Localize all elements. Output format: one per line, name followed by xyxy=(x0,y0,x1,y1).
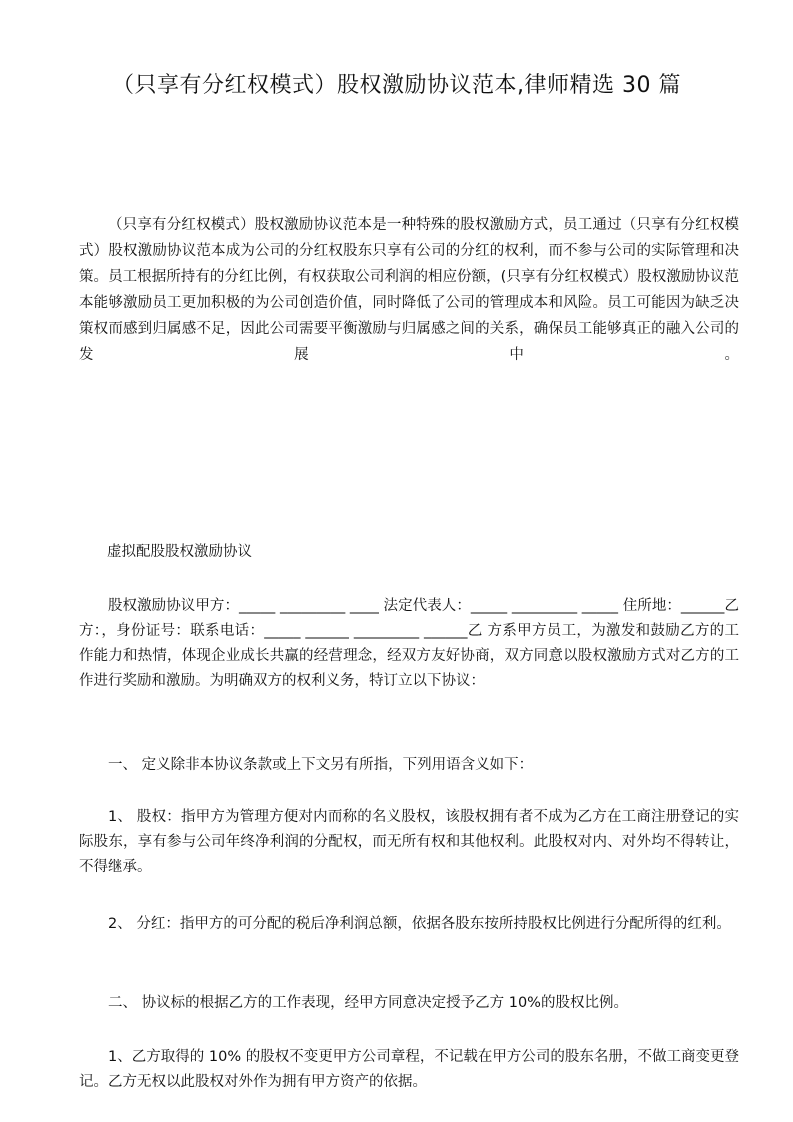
section-1-item-1: 1、 股权：指甲方为管理方便对内而称的名义股权，该股权拥有者不成为乙方在工商注册登记的实际股东，享有参与公司年终净利润的分配权，而无所有权和其他权利。此股权对内、对外均不得转让，不得继承。 xyxy=(79,809,739,875)
section-1-item-2: 2、 分红：指甲方的可分配的税后净利润总额，依据各股东按所持股权比例进行分配所得的红利。 xyxy=(108,916,731,932)
parties-paragraph: 股权激励协议甲方：_____ _________ ____ 法定代表人：_____ _________ _____ 住所地：______乙 方：，身份证号：联系电话：_____ ______ _________ ______乙 方系甲方员工，为激发和鼓励乙方的工作能力和热情，体现企业成长共赢的经营理念，经双方友好协商，双方同意以股权激励方式对乙方的工作进行奖励和激励。为明确双方的权利义务，特订立以下协议： xyxy=(79,598,739,689)
document-title: （只享有分红权模式）股权激励协议范本,律师精选 30 篇 xyxy=(112,73,681,98)
agreement-heading: 虚拟配股股权激励协议 xyxy=(107,544,252,560)
section-1-heading: 一、 定义除非本协议条款或上下文另有所指，下列用语含义如下： xyxy=(108,757,534,773)
section-2-heading: 二、 协议标的根据乙方的工作表现，经甲方同意决定授予乙方 10%的股权比例。 xyxy=(108,995,628,1011)
intro-paragraph: （只享有分红权模式）股权激励协议范本是一种特殊的股权激励方式，员工通过（只享有分红权模式）股权激励协议范本成为公司的分红权股东只享有公司的分红的权利，而不参与公司的实际管理和决策。员工根据所持有的分红比例，有权获取公司利润的相应份额，(只享有分红权模式）股权激励协议范本能够激励员工更加积极的为公司创造价值，同时降低了公司的管理成本和风险。员工可能因为缺乏决策权而感到归属感不足，因此公司需要平衡激励与归属感之间的关系，确保员工能够真正的融入公司的发展中。 xyxy=(79,217,739,363)
section-2-item-1: 1、乙方取得的 10% 的股权不变更甲方公司章程，不记载在甲方公司的股东名册，不做工商变更登记。乙方无权以此股权对外作为拥有甲方资产的依据。 xyxy=(79,1049,739,1090)
